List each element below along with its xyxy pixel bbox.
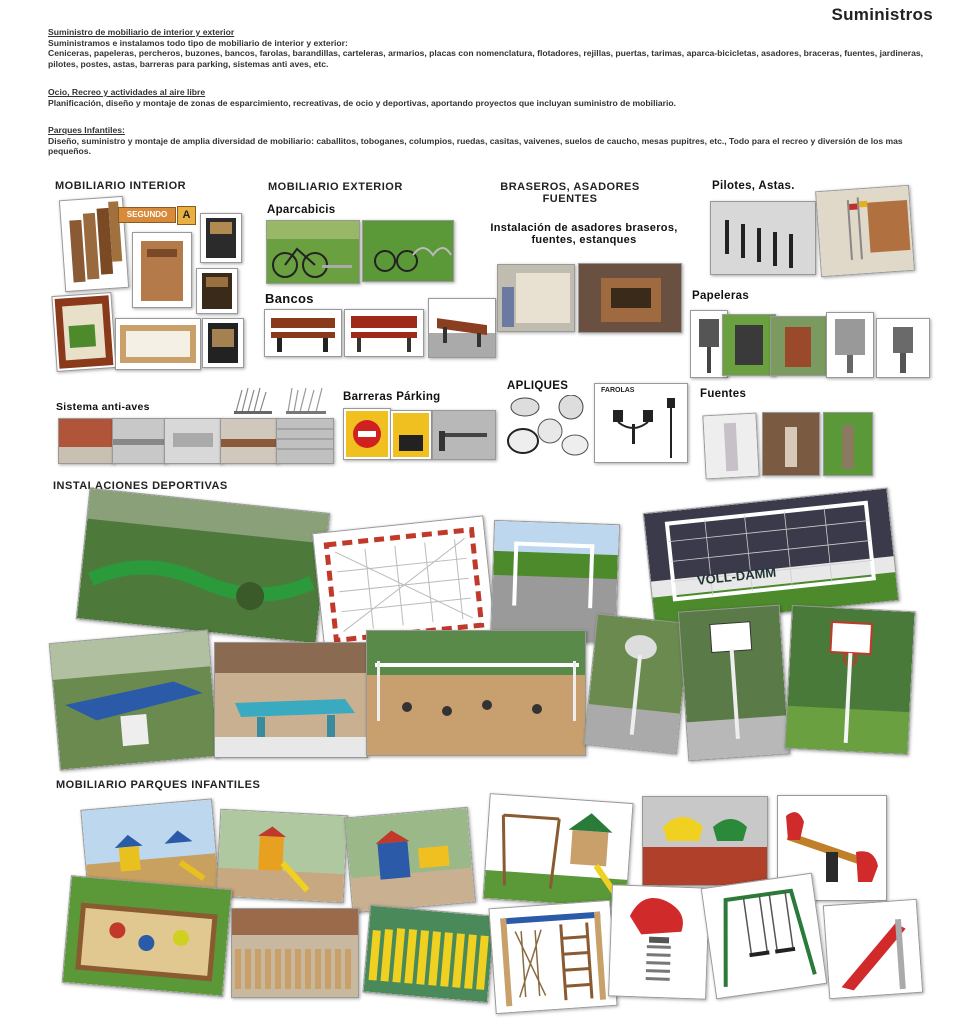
photo-barrera-3	[432, 410, 496, 460]
photo-banco-3	[428, 298, 496, 358]
photo-papelera-5	[876, 318, 930, 378]
section-mobiliario-interior: MOBILIARIO INTERIOR	[55, 180, 187, 192]
photo-fuente-2	[762, 412, 820, 476]
section-instalaciones-deportivas: INSTALACIONES DEPORTIVAS	[53, 480, 228, 492]
photo-voley-playa	[366, 630, 586, 756]
photo-antiaves-5	[276, 418, 334, 464]
photo-farolas	[594, 383, 688, 463]
sign-segundo	[118, 207, 176, 223]
section-braseros: BRASEROS, ASADORES FUENTES	[500, 181, 640, 205]
photo-buzon-4	[202, 318, 244, 368]
photo-barrera-1	[343, 408, 391, 460]
section-mobiliario-exterior: MOBILIARIO EXTERIOR	[268, 181, 403, 193]
sub-apliques: APLIQUES	[507, 380, 569, 392]
photo-canasta-2	[678, 605, 790, 762]
photo-pingpong-1	[49, 629, 220, 770]
intro-heading: Ocio, Recreo y actividades al aire libre	[48, 87, 206, 97]
intro-line: Diseño, suministro y montaje de amplia diversidad de mobiliario: caballitos, toboganes, columpios, ruedas, casitas, vaivenes, suelos de caucho, mesas pupitres, etc., Todo para el recreo y diversión de los mas pequeños.	[48, 135, 903, 157]
intro-line: Suministramos e instalamos todo tipo de mobiliario de interior y exterior:	[48, 37, 348, 48]
sub-aparcabicis: Aparcabicis	[267, 204, 336, 216]
photo-barrera-2	[390, 410, 432, 460]
photo-arenero	[62, 875, 233, 997]
intro-line: Ceniceras, papeleras, percheros, buzones, bancos, farolas, barandillas, carteleras, armarios, placas con nomenclatura, flotadores, rejillas, puertas, tarimas, aparca-bicicletas, asadores, braceras, fuentes, jardineras, pilotes, postes, astas, barreras para parking, sistemas anti aves, etc.	[48, 48, 924, 69]
intro-heading: Suministro de mobiliario de interior y exterior	[48, 27, 235, 37]
photo-papelera-3	[770, 316, 828, 376]
photo-pinchos-1	[232, 384, 276, 418]
intro-block-2	[48, 87, 938, 108]
section-pilotes: Pilotes, Astas.	[712, 180, 795, 192]
photo-parque-2	[216, 809, 348, 904]
photo-columpio	[701, 873, 827, 999]
photo-pingpong-2	[214, 642, 368, 758]
photo-percheros	[115, 318, 201, 370]
section-parques-infantiles: MOBILIARIO PARQUES INFANTILES	[56, 779, 261, 791]
photo-asador-1	[497, 264, 575, 332]
photo-papelera-4	[826, 312, 874, 378]
photo-vallado	[231, 908, 359, 998]
photo-tobogan	[823, 899, 923, 999]
photo-trepador	[488, 900, 617, 1014]
photo-banco-2	[344, 309, 424, 357]
sub-papeleras: Papeleras	[692, 290, 750, 302]
photo-asador-2	[578, 263, 682, 333]
photo-pinchos-2	[284, 384, 330, 418]
sign-letter-a: A	[177, 206, 196, 225]
photo-antiaves-1	[58, 418, 114, 464]
photo-aparcabicis-1	[266, 220, 360, 284]
photo-muelles	[642, 796, 768, 886]
sub-bancos: Bancos	[265, 291, 314, 306]
photo-valla-amarilla	[362, 905, 495, 1004]
photo-papelera-2	[722, 314, 776, 376]
farolas-label: FAROLAS	[601, 387, 635, 394]
photo-antiaves-4	[220, 418, 278, 464]
photo-apliques	[505, 395, 591, 461]
photo-antiaves-2	[112, 418, 166, 464]
photo-astas	[815, 185, 915, 277]
sub-asadores-desc: Instalación de asadores braseros, fuentes, estanques	[490, 222, 678, 246]
sub-fuentes: Fuentes	[700, 388, 747, 400]
photo-buzon-2	[132, 232, 192, 308]
voll-damm-banner: VOLL-DAMM	[696, 564, 777, 588]
photo-canasta-3	[784, 605, 915, 755]
photo-caballito	[608, 884, 710, 999]
page-title: Suministros	[831, 5, 933, 24]
photo-cartelera	[51, 292, 116, 372]
intro-line: Planificación, diseño y montaje de zonas de esparcimiento, recreativas, de ocio y deportivas, aportando proyectos que incluyan suministro de mobiliario.	[48, 97, 676, 108]
photo-buzon-1	[200, 213, 242, 263]
photo-banco-1	[264, 309, 342, 357]
photo-parque-3	[344, 807, 476, 913]
photo-pilotes	[710, 201, 816, 275]
intro-block-1	[48, 27, 938, 69]
photo-buzon-3	[196, 268, 238, 314]
intro-block-3	[48, 125, 938, 157]
photo-fuente-3	[823, 412, 873, 476]
photo-antiaves-3	[164, 418, 222, 464]
sign-segundo-text: SEGUNDO	[126, 210, 168, 219]
photo-aparcabicis-2	[362, 220, 454, 282]
photo-minigolf	[76, 488, 330, 645]
sub-barreras: Barreras Párking	[343, 391, 441, 403]
sub-antiaves: Sistema anti-aves	[56, 401, 150, 413]
photo-fuente-1	[702, 413, 759, 480]
photo-canasta-1	[583, 613, 690, 754]
intro-heading: Parques Infantiles:	[48, 125, 125, 135]
